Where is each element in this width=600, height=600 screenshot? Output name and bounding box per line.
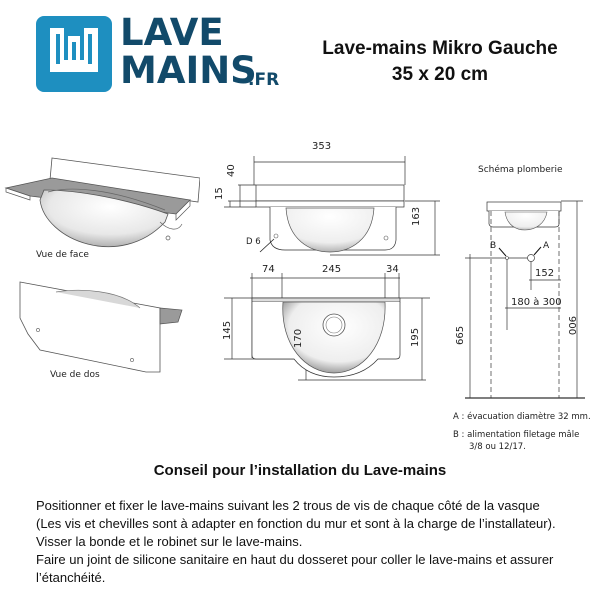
dim-offset-b: 180 à 300 xyxy=(511,297,562,308)
logo-word-lave: LAVE xyxy=(120,11,224,54)
top-view-drawing xyxy=(210,255,450,395)
dim-hole: D 6 xyxy=(246,237,261,247)
lm-logo-icon xyxy=(34,14,114,94)
dim-shelf: 15 xyxy=(214,187,225,200)
legend-b: B : alimentation filetage mâle xyxy=(453,430,580,440)
dim-width: 353 xyxy=(312,141,332,152)
dim-bowl-width: 245 xyxy=(322,264,342,275)
instruction-line: Positionner et fixer le lave-mains suivant les 2 trous de vis de chaque côté de la vasque xyxy=(36,498,540,513)
instruction-line: Faire un joint de silicone sanitaire en haut du dosseret pour coller le lave-mains et assurer xyxy=(36,552,554,567)
perspective-views xyxy=(0,140,200,390)
logo-suffix: .FR xyxy=(248,70,280,90)
logo-word-mains: MAINS xyxy=(120,49,257,92)
label-back-view: Vue de dos xyxy=(50,370,100,380)
plumbing-title: Schéma plomberie xyxy=(478,165,563,175)
label-front-view: Vue de face xyxy=(36,250,89,260)
dim-offset-a: 152 xyxy=(535,268,555,279)
dim-depth-shelf: 145 xyxy=(222,320,233,340)
product-size: 35 x 20 cm xyxy=(391,64,489,85)
instruction-line: Visser la bonde et le robinet sur le lave-mains. xyxy=(36,534,303,549)
instruction-line: (Les vis et chevilles sont à adapter en fonction du mur et sont à la charge de l’installateur). xyxy=(36,516,556,531)
dim-right-shelf: 34 xyxy=(386,264,399,275)
installation-instructions xyxy=(36,497,596,587)
dim-depth-total: 195 xyxy=(410,327,421,347)
dim-height: 163 xyxy=(411,206,422,226)
product-title xyxy=(300,36,580,88)
dim-pipe-height: 665 xyxy=(455,325,466,345)
dim-depth-bowl: 170 xyxy=(293,328,304,348)
marker-a: A xyxy=(543,241,550,251)
product-name: Lave-mains Mikro Gauche xyxy=(322,38,558,59)
dim-total-height: 900 xyxy=(566,316,577,336)
dim-left-shelf: 74 xyxy=(262,264,275,275)
brand-logo xyxy=(34,11,294,94)
dim-backsplash: 40 xyxy=(226,164,237,177)
plumbing-legend xyxy=(453,411,600,453)
marker-b: B xyxy=(490,241,497,251)
legend-b-cont: 3/8 ou 12/17. xyxy=(469,442,526,452)
instruction-line: l’étanchéité. xyxy=(36,570,106,585)
legend-a: A : évacuation diamètre 32 mm. xyxy=(453,412,591,422)
installation-title: Conseil pour l’installation du Lave-mains xyxy=(153,462,447,479)
